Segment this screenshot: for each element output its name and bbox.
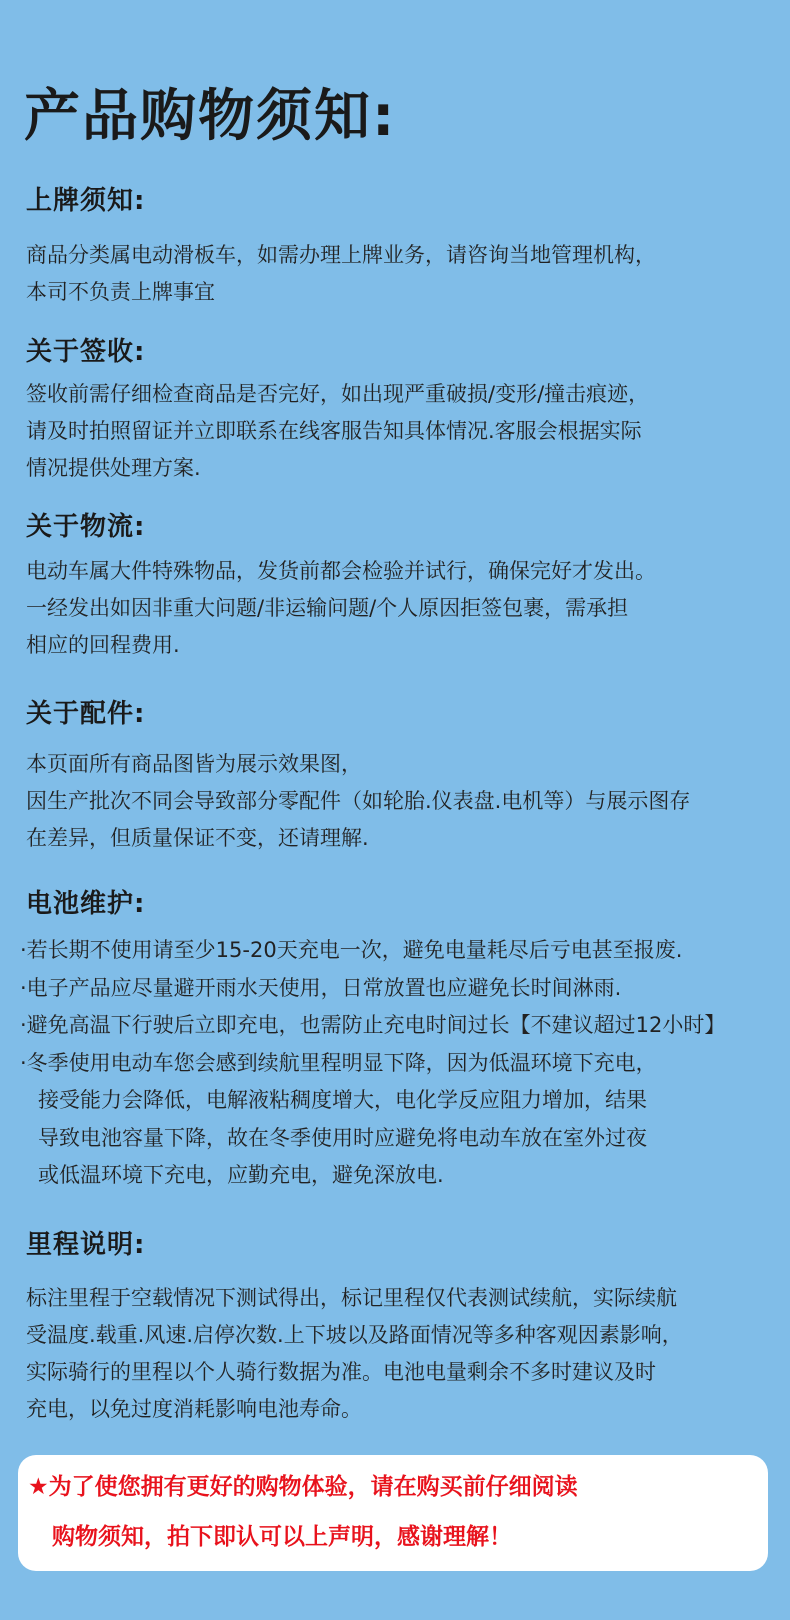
section-body-battery — [20, 932, 785, 1195]
section-title-plate: 上牌须知: — [26, 186, 146, 216]
text-line: 标注里程于空载情况下测试得出，标记里程仅代表测试续航，实际续航 — [26, 1286, 677, 1310]
notice-line: 购物须知，拍下即认可以上声明，感谢理解！ — [52, 1524, 512, 1550]
text-line: 商品分类属电动滑板车，如需办理上牌业务，请咨询当地管理机构， — [26, 243, 656, 267]
page-title: 产品购物须知: — [24, 84, 397, 149]
text-line: 受温度.载重.风速.启停次数.上下坡以及路面情况等多种客观因素影响， — [26, 1323, 683, 1347]
notice-line: ★为了使您拥有更好的购物体验，请在购买前仔细阅读 — [28, 1474, 578, 1500]
bullet-continuation-line: 导致电池容量下降，故在冬季使用时应避免将电动车放在室外过夜 — [38, 1125, 647, 1150]
section-body-plate — [26, 237, 776, 311]
bullet-line: ·冬季使用电动车您会感到续航里程明显下降，因为低温环境下充电， — [20, 1050, 657, 1075]
text-line: 在差异，但质量保证不变，还请理解. — [26, 826, 369, 850]
bullet-line: ·避免高温下行驶后立即充电，也需防止充电时间过长【不建议超过12小时】 — [20, 1013, 726, 1037]
text-line: 本司不负责上牌事宜 — [26, 280, 215, 304]
text-line: 情况提供处理方案. — [26, 456, 201, 480]
text-line: 请及时拍照留证并立即联系在线客服告知具体情况.客服会根据实际 — [26, 419, 642, 443]
bullet-continuation-line: 接受能力会降低，电解液粘稠度增大，电化学反应阻力增加，结果 — [38, 1088, 647, 1112]
section-title-mileage: 里程说明: — [26, 1230, 146, 1260]
bullet-line: ·电子产品应尽量避开雨水天使用，日常放置也应避免长时间淋雨. — [20, 975, 622, 1000]
section-title-receipt: 关于签收: — [26, 337, 146, 367]
text-line: 相应的回程费用. — [26, 633, 180, 657]
text-line: 实际骑行的里程以个人骑行数据为准。电池电量剩余不多时建议及时 — [26, 1360, 656, 1384]
text-line: 因生产批次不同会导致部分零配件（如轮胎.仪表盘.电机等）与展示图存 — [26, 789, 691, 813]
section-title-parts: 关于配件: — [26, 699, 146, 729]
text-line: 充电，以免过度消耗影响电池寿命。 — [26, 1397, 362, 1421]
text-line: 电动车属大件特殊物品，发货前都会检验并试行，确保完好才发出。 — [26, 559, 656, 583]
notice-box — [18, 1455, 768, 1571]
section-body-mileage — [26, 1280, 776, 1428]
section-body-parts — [26, 746, 776, 857]
text-line: 一经发出如因非重大问题/非运输问题/个人原因拒签包裹，需承担 — [26, 596, 629, 620]
section-body-receipt — [26, 376, 776, 487]
section-body-logistics — [26, 553, 776, 664]
text-line: 签收前需仔细检查商品是否完好，如出现严重破损/变形/撞击痕迹， — [26, 382, 650, 406]
bullet-line: ·若长期不使用请至少15-20天充电一次，避免电量耗尽后亏电甚至报废. — [20, 938, 683, 962]
section-title-logistics: 关于物流: — [26, 512, 146, 542]
bullet-continuation-line: 或低温环境下充电，应勤充电，避免深放电. — [38, 1163, 444, 1187]
section-title-battery: 电池维护: — [26, 889, 146, 919]
text-line: 本页面所有商品图皆为展示效果图， — [26, 752, 362, 776]
